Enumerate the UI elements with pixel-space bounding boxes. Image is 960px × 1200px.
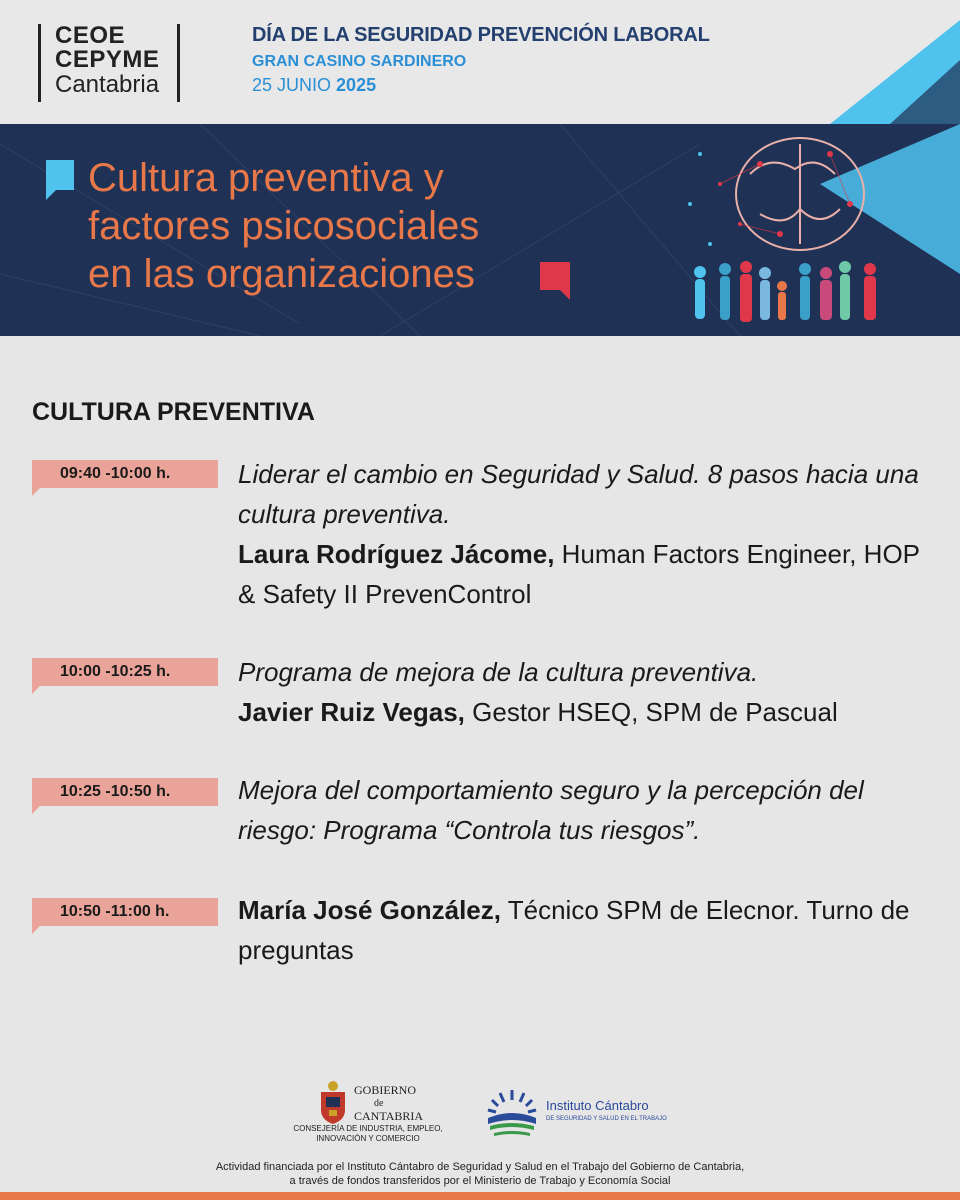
close-quote-mark — [540, 262, 570, 290]
coat-of-arms-icon — [318, 1080, 348, 1124]
gov-line-1: GOBIERNO — [354, 1083, 416, 1097]
event-title: DÍA DE LA SEGURIDAD PREVENCIÓN LABORAL — [252, 24, 710, 46]
talk-title: Mejora del comportamiento seguro y la percepción del riesgo: Programa “Controla tus riesgos”. — [238, 775, 864, 845]
agenda-text — [238, 770, 938, 850]
gov-line-2: de — [374, 1098, 384, 1109]
gov-line-3: CANTABRIA — [354, 1109, 424, 1123]
agenda-text — [238, 652, 938, 732]
open-quote-mark — [46, 160, 74, 190]
banner-title-line-1: Cultura preventiva y — [88, 156, 444, 200]
header — [0, 0, 960, 124]
speaker-name: María José González, — [238, 895, 501, 925]
ceoe-cepyme-logo — [38, 24, 180, 102]
time-badge: 09:40 -10:00 h. — [32, 460, 218, 488]
event-date-day: 25 JUNIO — [252, 75, 332, 95]
event-venue: GRAN CASINO SARDINERO — [252, 53, 467, 70]
speaker-name: Laura Rodríguez Jácome, — [238, 539, 555, 569]
event-info — [252, 24, 710, 96]
banner-title-line-3: en las organizaciones — [88, 252, 475, 296]
logo-line-3: Cantabria — [55, 71, 160, 98]
bottom-accent-bar — [0, 1192, 960, 1200]
speaker-role: Técnico SPM de Elecnor. Turno de preguntas — [238, 895, 910, 965]
logo-line-1: CEOE — [55, 22, 126, 49]
banner-title — [88, 154, 479, 298]
time-badge: 10:25 -10:50 h. — [32, 778, 218, 806]
talk-title: Programa de mejora de la cultura preventiva. — [238, 657, 759, 687]
agenda-text — [238, 454, 938, 614]
brain-and-people-illustration — [660, 124, 960, 336]
time-badge: 10:50 -11:00 h. — [32, 898, 218, 926]
instituto-cantabro-emblem-icon — [484, 1086, 540, 1142]
banner-title-line-2: factores psicosociales — [88, 204, 480, 248]
agenda-text — [238, 890, 938, 970]
ict-name: Instituto Cántabro — [546, 1098, 649, 1113]
title-banner — [0, 124, 960, 336]
speaker-role: Gestor HSEQ, SPM de Pascual — [464, 697, 838, 727]
gov-department: CONSEJERÍA DE INDUSTRIA, EMPLEO, INNOVACIÓN Y COMERCIO — [293, 1124, 443, 1143]
funding-line-1: Actividad financiada por el Instituto Cántabro de Seguridad y Salud en el Trabajo del Gobierno de Cantabria, — [215, 1161, 745, 1173]
event-date-year: 2025 — [336, 75, 377, 95]
speaker-role: Human Factors Engineer, HOP & Safety II PrevenControl — [238, 539, 920, 609]
talk-title: Liderar el cambio en Seguridad y Salud. 8 pasos hacia una cultura preventiva. — [238, 459, 919, 529]
funding-line-2: a través de fondos transferidos por el Ministerio de Trabajo y Economía Social — [289, 1175, 671, 1187]
speaker-name: Javier Ruiz Vegas, — [238, 697, 465, 727]
section-title: CULTURA PREVENTIVA — [32, 398, 315, 426]
gov-name — [354, 1084, 423, 1123]
logo-line-2: CEPYME — [55, 46, 160, 73]
ict-subtitle: DE SEGURIDAD Y SALUD EN EL TRABAJO — [546, 1116, 667, 1122]
time-badge: 10:00 -10:25 h. — [32, 658, 218, 686]
corner-decoration — [720, 0, 960, 124]
funding-note — [0, 1160, 960, 1188]
event-date — [252, 75, 710, 96]
